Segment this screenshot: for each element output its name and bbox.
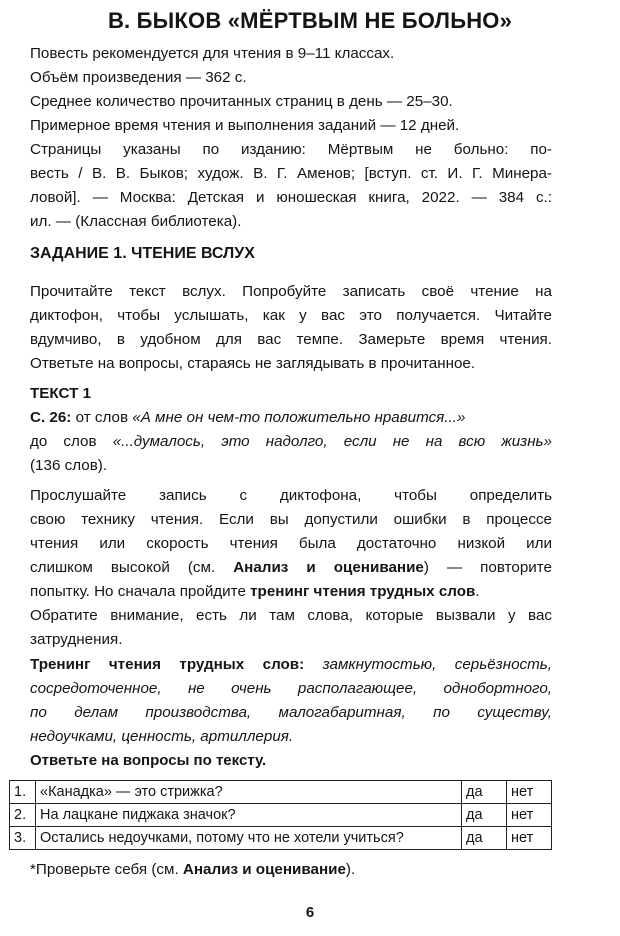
task1-intro	[30, 280, 552, 376]
answer-no[interactable]: нет	[507, 781, 552, 804]
question-number: 3.	[10, 827, 36, 850]
question-text: Остались недоучками, потому что не хотели учиться?	[36, 827, 462, 850]
answer-yes[interactable]: да	[462, 827, 507, 850]
info-line: Объём произведения — 362 с.	[30, 69, 247, 86]
answer-yes[interactable]: да	[462, 781, 507, 804]
question-row	[10, 827, 552, 850]
page-number: 6	[305, 904, 315, 921]
training-reference: тренинг чтения трудных слов	[250, 583, 476, 600]
self-check-part: *Проверьте себя (см.	[30, 861, 183, 878]
text1-from-word: от слов	[75, 409, 129, 426]
training-word-line: замкнутостью, серьёзность,	[322, 656, 552, 673]
text1-label: ТЕКСТ 1	[30, 385, 92, 402]
edition-line: Страницы указаны по изданию: Мёртвым не больно: по-	[30, 141, 552, 158]
intro-line: вдумчиво, в удобном для вас темпе. Замерьте время чтения.	[30, 331, 552, 348]
self-check-note	[30, 858, 552, 882]
text1-page-ref: С. 26:	[30, 409, 72, 426]
text1-count: (136 слов).	[30, 457, 108, 474]
listen-line: Обратите внимание, есть ли там слова, которые вызвали у вас	[30, 607, 552, 624]
answer-no[interactable]: нет	[507, 827, 552, 850]
text1-block	[30, 382, 552, 478]
listen-line-part: попытку. Но сначала пройдите	[30, 583, 251, 600]
listen-line: свою технику чтения. Если вы допустили ошибки в процессе	[30, 511, 552, 528]
listen-line-part: слишком высокой (см.	[30, 559, 234, 576]
self-check-reference: Анализ и оценивание	[182, 861, 346, 878]
edition-line: ил. — (Классная библиотека).	[30, 213, 242, 230]
training-words	[30, 653, 552, 749]
questions-table	[9, 780, 552, 850]
listen-line-part: .	[475, 583, 480, 600]
answer-no[interactable]: нет	[507, 804, 552, 827]
listen-line: чтения или скорость чтения была достаточно низкой или	[30, 535, 552, 552]
text1-to-word: до слов	[30, 433, 97, 450]
edition-line: ловой]. — Москва: Детская и юношеская книга, 2022. — 384 с.:	[30, 189, 552, 206]
book-info	[30, 42, 552, 234]
text1-to-quote: «...думалось, это надолго, если не на всю жизнь»	[112, 433, 552, 450]
listen-line-part: ) — повторите	[423, 559, 552, 576]
listen-line: Прослушайте запись с диктофона, чтобы определить	[30, 487, 552, 504]
text1-from-quote: «А мне он чем-то положительно нравится...»	[132, 409, 466, 426]
listen-instructions	[30, 484, 552, 652]
listen-line: затруднения.	[30, 631, 123, 648]
analysis-reference: Анализ и оценивание	[233, 559, 424, 576]
question-number: 1.	[10, 781, 36, 804]
edition-line: весть / В. В. Быков; худож. В. Г. Аменов; [вступ. ст. И. Г. Минера-	[30, 165, 552, 182]
intro-line: диктофон, чтобы услышать, как у вас это получается. Читайте	[30, 307, 552, 324]
question-text: На лацкане пиджака значок?	[36, 804, 462, 827]
intro-line: Прочитайте текст вслух. Попробуйте записать своё чтение на	[30, 283, 552, 300]
info-line: Повесть рекомендуется для чтения в 9–11 классах.	[30, 45, 395, 62]
info-line: Примерное время чтения и выполнения заданий — 12 дней.	[30, 117, 460, 134]
questions-heading: Ответьте на вопросы по тексту.	[30, 752, 267, 769]
task1-heading: ЗАДАНИЕ 1. ЧТЕНИЕ ВСЛУХ	[30, 245, 255, 262]
answer-yes[interactable]: да	[462, 804, 507, 827]
self-check-part: ).	[345, 861, 356, 878]
training-word-line: недоучками, ценность, артиллерия.	[30, 728, 294, 745]
info-line: Среднее количество прочитанных страниц в день — 25–30.	[30, 93, 453, 110]
page-title: В. БЫКОВ «МЁРТВЫМ НЕ БОЛЬНО»	[107, 8, 513, 33]
question-row	[10, 781, 552, 804]
question-text: «Канадка» — это стрижка?	[36, 781, 462, 804]
training-label: Тренинг чтения трудных слов:	[30, 656, 305, 673]
training-word-line: по делам производства, малогабаритная, по существу,	[30, 704, 552, 721]
training-word-line: сосредоточенное, не очень располагающее, однобортного,	[30, 680, 552, 697]
intro-line: Ответьте на вопросы, стараясь не заглядывать в прочитанное.	[30, 355, 476, 372]
question-row	[10, 804, 552, 827]
question-number: 2.	[10, 804, 36, 827]
